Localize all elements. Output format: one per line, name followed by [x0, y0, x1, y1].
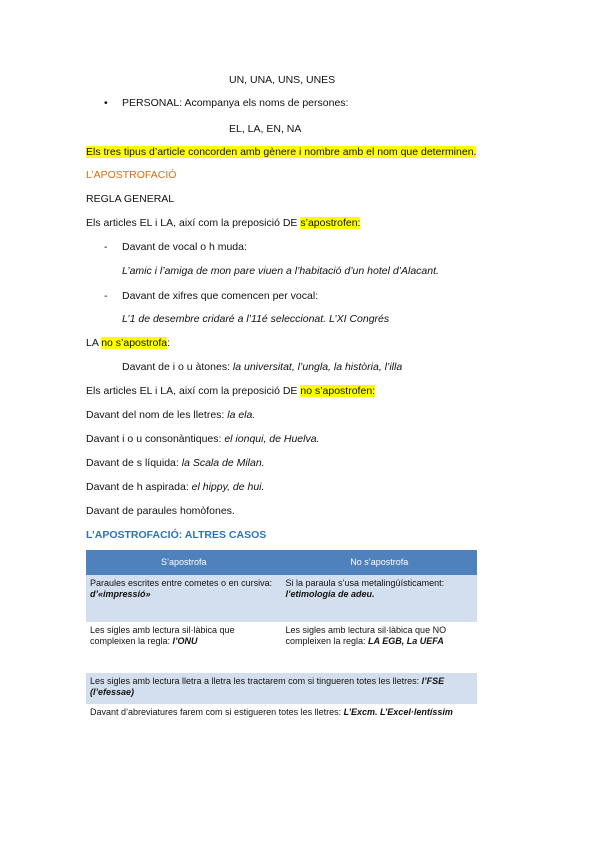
regla-general-heading: REGLA GENERAL	[86, 193, 175, 205]
table-row	[86, 622, 477, 673]
atones-rule: Davant de i o u àtones: la universitat, l’ungla, la història, l’illa	[122, 361, 403, 373]
apostrofen-rule: Els articles EL i LA, així com la preposició DE s’apostrofen:	[86, 217, 361, 229]
dash-icon: -	[104, 241, 108, 253]
table-cell: Si la paraula s’usa metalingüísticament: l’etimologia de adeu.	[282, 575, 478, 622]
table-row	[86, 575, 477, 622]
personal-line: PERSONAL: Acompanya els noms de persones:	[122, 97, 349, 109]
table-header-apostrofa: S’apostrofa	[86, 550, 282, 575]
table-cell: Les sigles amb lectura lletra a lletra les tractarem com si tingueren totes les lletres: l’FSE (l’efessae)	[86, 673, 477, 704]
la-no-apostrofa: LA no s’apostrofa:	[86, 337, 171, 349]
h-aspirada-rule: Davant de h aspirada: el hippy, de hui.	[86, 481, 265, 493]
table-header-no-apostrofa: No s’apostrofa	[282, 550, 478, 575]
s-liquida-rule: Davant de s líquida: la Scala de Milan.	[86, 457, 265, 469]
table-cell: Paraules escrites entre cometes o en cursiva: d’«impressió»	[86, 575, 282, 622]
lletres-rule: Davant del nom de les lletres: la ela.	[86, 409, 256, 421]
table-cell: Les sigles amb lectura sil·làbica que compleixen la regla: l’ONU	[86, 622, 282, 673]
concordance-note: Els tres tipus d’article concorden amb gènere i nombre amb el nom que determinen.	[86, 146, 477, 158]
bullet-icon: •	[104, 97, 108, 109]
homofones-rule: Davant de paraules homòfones.	[86, 505, 235, 517]
vocal-rule: Davant de vocal o h muda:	[122, 241, 247, 253]
dash-icon: -	[104, 290, 108, 302]
table-cell: Davant d’abreviatures farem com si estigueren totes les lletres: L’Excm. L’Excel·lentíssim	[86, 704, 477, 742]
personal-articles-line: EL, LA, EN, NA	[229, 123, 302, 135]
table-cell: Les sigles amb lectura sil·làbica que NO compleixen la regla: LA EGB, La UEFA	[282, 622, 478, 673]
section-heading-apostrofacio: L’APOSTROFACIÓ	[86, 169, 177, 181]
vocal-example: L’amic i l’amiga de mon pare viuen a l’habitació d’un hotel d’Alacant.	[122, 265, 439, 277]
table-row	[86, 673, 477, 704]
no-apostrofen-rule: Els articles EL i LA, així com la preposició DE no s’apostrofen:	[86, 385, 376, 397]
table-row	[86, 704, 477, 742]
xifres-example: L’1 de desembre cridaré a l’11é seleccionat. L’XI Congrés	[122, 313, 390, 325]
consonantiques-rule: Davant i o u consonàntiques: el ionqui, de Huelva.	[86, 433, 320, 445]
articles-indefinite-line: UN, UNA, UNS, UNES	[229, 74, 336, 86]
xifres-rule: Davant de xifres que comencen per vocal:	[122, 290, 319, 302]
section-heading-altres-casos: L’APOSTROFACIÓ: ALTRES CASOS	[86, 529, 267, 541]
apostrofacio-table	[86, 550, 477, 742]
